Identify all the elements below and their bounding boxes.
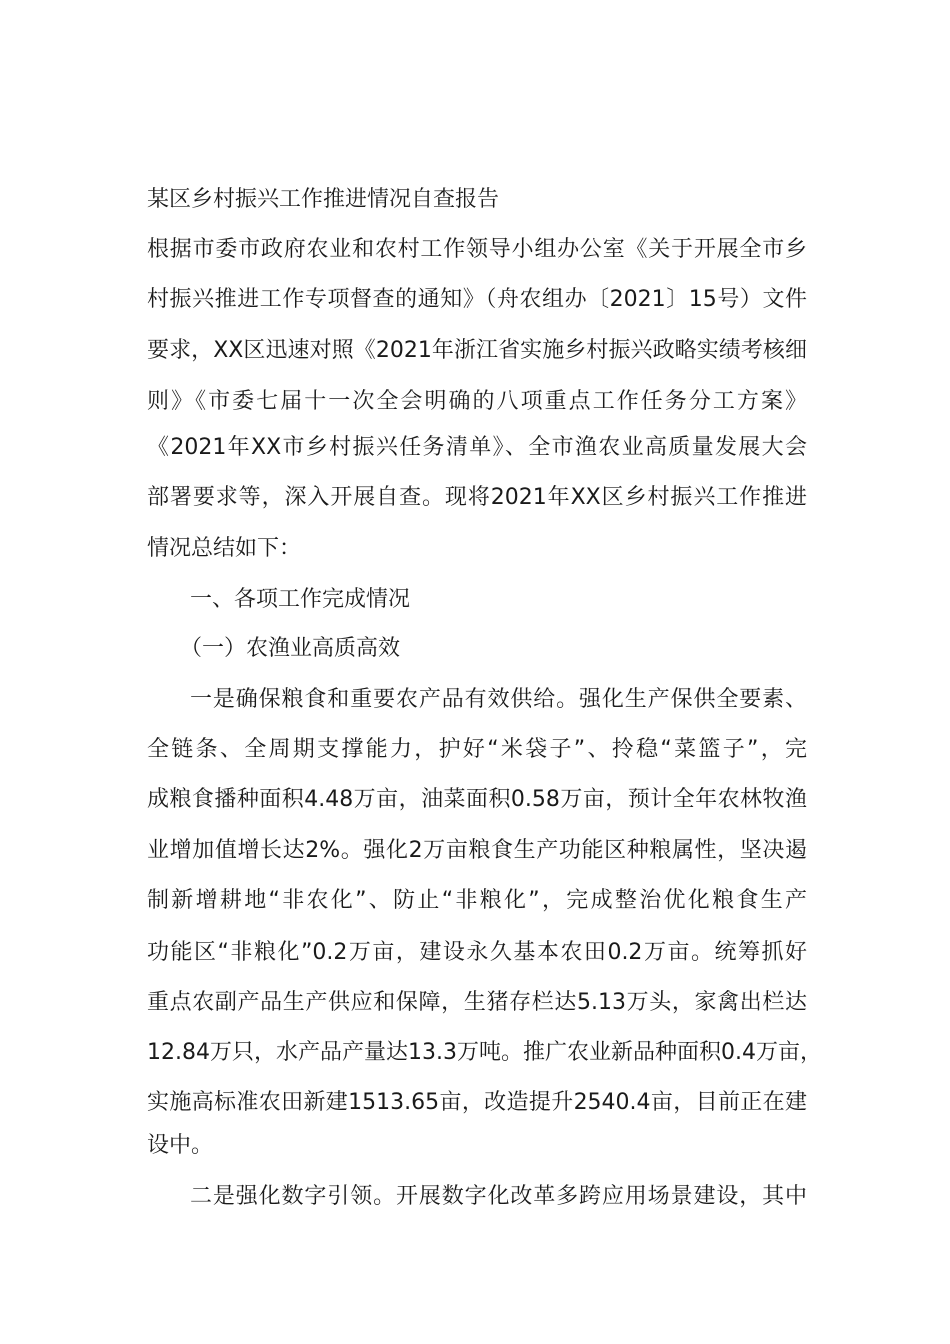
text-line: 重点农副产品生产供应和保障，生猪存栏达5.13万头，家禽出栏达 xyxy=(147,990,807,1015)
text-line: 制新增耕地“非农化”、防止“非粮化”，完成整治优化粮食生产 xyxy=(147,888,807,913)
text-line: 实施高标准农田新建1513.65亩，改造提升2540.4亩，目前正在建 xyxy=(147,1090,807,1115)
document-title: 某区乡村振兴工作推进情况自查报告 xyxy=(147,187,500,212)
text-line: 设中。 xyxy=(147,1133,214,1158)
text-line: 功能区“非粮化”0.2万亩，建设永久基本农田0.2万亩。统筹抓好 xyxy=(147,940,807,965)
text-line: 根据市委市政府农业和农村工作领导小组办公室《关于开展全市乡 xyxy=(147,237,807,262)
text-line: 《2021年XX市乡村振兴任务清单》、全市渔农业高质量发展大会 xyxy=(147,435,807,460)
text-line: 则》《市委七届十一次全会明确的八项重点工作任务分工方案》 xyxy=(147,389,807,414)
text-line: 二是强化数字引领。开展数字化改革多跨应用场景建设，其中 xyxy=(190,1184,807,1209)
text-line: 全链条、全周期支撑能力，护好“米袋子”、拎稳“菜篮子”，完 xyxy=(147,737,807,762)
text-line: 成粮食播种面积4.48万亩，油菜面积0.58万亩，预计全年农林牧渔 xyxy=(147,787,807,812)
subsection-heading: （一）农渔业高质高效 xyxy=(180,636,401,661)
text-line: 情况总结如下： xyxy=(147,536,302,561)
text-line: 业增加值增长达2%。强化2万亩粮食生产功能区种粮属性，坚决遏 xyxy=(147,838,807,863)
text-line: 部署要求等，深入开展自查。现将2021年XX区乡村振兴工作推进 xyxy=(147,485,807,510)
section-heading: 一、各项工作完成情况 xyxy=(190,587,411,612)
text-line: 要求，XX区迅速对照《2021年浙江省实施乡村振兴政略实绩考核细 xyxy=(147,338,807,363)
text-line: 村振兴推进工作专项督查的通知》（舟农组办〔2021〕15号）文件 xyxy=(147,287,807,312)
text-line: 12.84万只，水产品产量达13.3万吨。推广农业新品种面积0.4万亩， xyxy=(147,1040,822,1065)
text-line: 一是确保粮食和重要农产品有效供给。强化生产保供全要素、 xyxy=(190,687,807,712)
